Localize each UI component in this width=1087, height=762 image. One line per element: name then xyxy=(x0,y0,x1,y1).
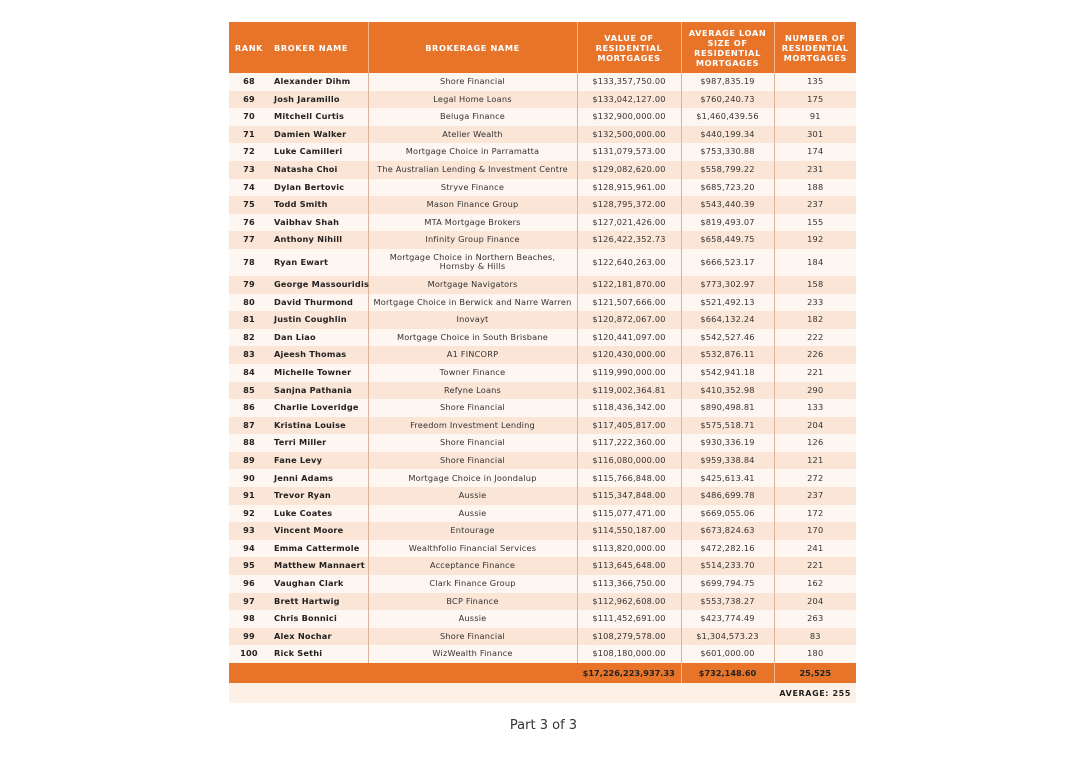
broker-name-cell: Vaibhav Shah xyxy=(269,214,368,232)
number-cell: 237 xyxy=(774,487,856,505)
brokerage-name-cell: Shore Financial xyxy=(368,73,577,91)
number-cell: 226 xyxy=(774,346,856,364)
broker-name-cell: Luke Camilleri xyxy=(269,143,368,161)
broker-name-cell: Kristina Louise xyxy=(269,417,368,435)
value-cell: $116,080,000.00 xyxy=(577,452,681,470)
brokerage-name-cell: Stryve Finance xyxy=(368,179,577,197)
value-cell: $115,766,848.00 xyxy=(577,469,681,487)
table-row xyxy=(229,399,856,417)
header-rank: RANK xyxy=(229,22,269,73)
number-cell: 133 xyxy=(774,399,856,417)
table-row xyxy=(229,610,856,628)
number-cell: 184 xyxy=(774,249,856,276)
brokerage-name-cell: Acceptance Finance xyxy=(368,557,577,575)
rank-cell: 84 xyxy=(229,364,269,382)
brokerage-name-cell: Shore Financial xyxy=(368,399,577,417)
header-broker-name: BROKER NAME xyxy=(269,22,368,73)
average-loan-cell: $666,523.17 xyxy=(681,249,774,276)
ranking-table-container xyxy=(229,22,856,703)
value-cell: $115,347,848.00 xyxy=(577,487,681,505)
table-row xyxy=(229,540,856,558)
average-loan-cell: $423,774.49 xyxy=(681,610,774,628)
value-cell: $131,079,573.00 xyxy=(577,143,681,161)
rank-cell: 85 xyxy=(229,382,269,400)
average-row xyxy=(229,683,856,703)
broker-name-cell: Ajeesh Thomas xyxy=(269,346,368,364)
broker-name-cell: Alexander Dihm xyxy=(269,73,368,91)
number-cell: 174 xyxy=(774,143,856,161)
rank-cell: 87 xyxy=(229,417,269,435)
average-loan-cell: $553,738.27 xyxy=(681,593,774,611)
table-row xyxy=(229,214,856,232)
broker-ranking-table xyxy=(229,22,856,703)
broker-name-cell: Damien Walker xyxy=(269,126,368,144)
value-cell: $132,500,000.00 xyxy=(577,126,681,144)
brokerage-name-cell: MTA Mortgage Brokers xyxy=(368,214,577,232)
value-cell: $120,430,000.00 xyxy=(577,346,681,364)
brokerage-name-cell: Mortgage Choice in Northern Beaches, Hornsby & Hills xyxy=(368,249,577,276)
rank-cell: 73 xyxy=(229,161,269,179)
rank-cell: 100 xyxy=(229,645,269,663)
average-spacer xyxy=(229,683,774,703)
average-loan-cell: $558,799.22 xyxy=(681,161,774,179)
rank-cell: 78 xyxy=(229,249,269,276)
number-cell: 241 xyxy=(774,540,856,558)
table-row xyxy=(229,452,856,470)
total-number: 25,525 xyxy=(774,663,856,683)
table-row xyxy=(229,645,856,663)
brokerage-name-cell: Shore Financial xyxy=(368,628,577,646)
average-label: AVERAGE: 255 xyxy=(774,683,856,703)
brokerage-name-cell: A1 FINCORP xyxy=(368,346,577,364)
table-row xyxy=(229,522,856,540)
value-cell: $128,795,372.00 xyxy=(577,196,681,214)
rank-cell: 98 xyxy=(229,610,269,628)
total-average: $732,148.60 xyxy=(681,663,774,683)
brokerage-name-cell: Atelier Wealth xyxy=(368,126,577,144)
rank-cell: 81 xyxy=(229,311,269,329)
broker-name-cell: Matthew Mannaert xyxy=(269,557,368,575)
header-brokerage-name: BROKERAGE NAME xyxy=(368,22,577,73)
number-cell: 233 xyxy=(774,294,856,312)
broker-name-cell: Todd Smith xyxy=(269,196,368,214)
broker-name-cell: Anthony Nihill xyxy=(269,231,368,249)
table-row xyxy=(229,628,856,646)
brokerage-name-cell: Aussie xyxy=(368,487,577,505)
value-cell: $111,452,691.00 xyxy=(577,610,681,628)
value-cell: $113,820,000.00 xyxy=(577,540,681,558)
rank-cell: 82 xyxy=(229,329,269,347)
brokerage-name-cell: Towner Finance xyxy=(368,364,577,382)
brokerage-name-cell: Aussie xyxy=(368,505,577,523)
number-cell: 170 xyxy=(774,522,856,540)
rank-cell: 96 xyxy=(229,575,269,593)
average-loan-cell: $542,941.18 xyxy=(681,364,774,382)
average-loan-cell: $669,055.06 xyxy=(681,505,774,523)
broker-name-cell: Justin Coughlin xyxy=(269,311,368,329)
average-loan-cell: $425,613.41 xyxy=(681,469,774,487)
average-loan-cell: $699,794.75 xyxy=(681,575,774,593)
brokerage-name-cell: Wealthfolio Financial Services xyxy=(368,540,577,558)
broker-name-cell: Charlie Loveridge xyxy=(269,399,368,417)
rank-cell: 83 xyxy=(229,346,269,364)
number-cell: 121 xyxy=(774,452,856,470)
totals-spacer xyxy=(229,663,577,683)
value-cell: $119,002,364.81 xyxy=(577,382,681,400)
rank-cell: 69 xyxy=(229,91,269,109)
rank-cell: 80 xyxy=(229,294,269,312)
value-cell: $115,077,471.00 xyxy=(577,505,681,523)
average-loan-cell: $1,460,439.56 xyxy=(681,108,774,126)
average-loan-cell: $486,699.78 xyxy=(681,487,774,505)
broker-name-cell: Luke Coates xyxy=(269,505,368,523)
brokerage-name-cell: Legal Home Loans xyxy=(368,91,577,109)
average-loan-cell: $601,000.00 xyxy=(681,645,774,663)
number-cell: 158 xyxy=(774,276,856,294)
brokerage-name-cell: Refyne Loans xyxy=(368,382,577,400)
value-cell: $132,900,000.00 xyxy=(577,108,681,126)
broker-name-cell: Vaughan Clark xyxy=(269,575,368,593)
table-row xyxy=(229,179,856,197)
rank-cell: 94 xyxy=(229,540,269,558)
broker-name-cell: Vincent Moore xyxy=(269,522,368,540)
value-cell: $126,422,352.73 xyxy=(577,231,681,249)
number-cell: 182 xyxy=(774,311,856,329)
number-cell: 91 xyxy=(774,108,856,126)
value-cell: $128,915,961.00 xyxy=(577,179,681,197)
broker-name-cell: Fane Levy xyxy=(269,452,368,470)
broker-name-cell: Josh Jaramillo xyxy=(269,91,368,109)
value-cell: $120,872,067.00 xyxy=(577,311,681,329)
average-loan-cell: $753,330.88 xyxy=(681,143,774,161)
rank-cell: 88 xyxy=(229,434,269,452)
number-cell: 175 xyxy=(774,91,856,109)
table-row xyxy=(229,126,856,144)
brokerage-name-cell: Infinity Group Finance xyxy=(368,231,577,249)
value-cell: $127,021,426.00 xyxy=(577,214,681,232)
table-row xyxy=(229,249,856,276)
broker-name-cell: Alex Nochar xyxy=(269,628,368,646)
rank-cell: 95 xyxy=(229,557,269,575)
average-loan-cell: $890,498.81 xyxy=(681,399,774,417)
average-loan-cell: $658,449.75 xyxy=(681,231,774,249)
value-cell: $120,441,097.00 xyxy=(577,329,681,347)
brokerage-name-cell: Clark Finance Group xyxy=(368,575,577,593)
rank-cell: 75 xyxy=(229,196,269,214)
number-cell: 188 xyxy=(774,179,856,197)
average-loan-cell: $959,338.84 xyxy=(681,452,774,470)
table-row xyxy=(229,329,856,347)
average-loan-cell: $575,518.71 xyxy=(681,417,774,435)
number-cell: 263 xyxy=(774,610,856,628)
header-number: NUMBER OF RESIDENTIAL MORTGAGES xyxy=(774,22,856,73)
average-loan-cell: $440,199.34 xyxy=(681,126,774,144)
average-loan-cell: $1,304,573.23 xyxy=(681,628,774,646)
table-row xyxy=(229,276,856,294)
brokerage-name-cell: Mortgage Choice in Berwick and Narre Warren xyxy=(368,294,577,312)
broker-name-cell: George Massouridis xyxy=(269,276,368,294)
brokerage-name-cell: Inovayt xyxy=(368,311,577,329)
totals-row xyxy=(229,663,856,683)
value-cell: $117,222,360.00 xyxy=(577,434,681,452)
table-row xyxy=(229,364,856,382)
value-cell: $112,962,608.00 xyxy=(577,593,681,611)
number-cell: 83 xyxy=(774,628,856,646)
broker-name-cell: Terri Miller xyxy=(269,434,368,452)
rank-cell: 72 xyxy=(229,143,269,161)
broker-name-cell: Dylan Bertovic xyxy=(269,179,368,197)
table-row xyxy=(229,487,856,505)
brokerage-name-cell: Freedom Investment Lending xyxy=(368,417,577,435)
table-row xyxy=(229,161,856,179)
broker-name-cell: Chris Bonnici xyxy=(269,610,368,628)
average-loan-cell: $987,835.19 xyxy=(681,73,774,91)
number-cell: 172 xyxy=(774,505,856,523)
total-value: $17,226,223,937.33 xyxy=(577,663,681,683)
number-cell: 162 xyxy=(774,575,856,593)
rank-cell: 99 xyxy=(229,628,269,646)
value-cell: $108,279,578.00 xyxy=(577,628,681,646)
average-loan-cell: $410,352.98 xyxy=(681,382,774,400)
average-loan-cell: $532,876.11 xyxy=(681,346,774,364)
number-cell: 192 xyxy=(774,231,856,249)
brokerage-name-cell: Shore Financial xyxy=(368,434,577,452)
average-loan-cell: $819,493.07 xyxy=(681,214,774,232)
value-cell: $133,042,127.00 xyxy=(577,91,681,109)
average-loan-cell: $673,824.63 xyxy=(681,522,774,540)
value-cell: $117,405,817.00 xyxy=(577,417,681,435)
table-row xyxy=(229,469,856,487)
average-loan-cell: $685,723.20 xyxy=(681,179,774,197)
average-loan-cell: $521,492.13 xyxy=(681,294,774,312)
broker-name-cell: Mitchell Curtis xyxy=(269,108,368,126)
brokerage-name-cell: Aussie xyxy=(368,610,577,628)
value-cell: $119,990,000.00 xyxy=(577,364,681,382)
broker-name-cell: Michelle Towner xyxy=(269,364,368,382)
number-cell: 272 xyxy=(774,469,856,487)
number-cell: 155 xyxy=(774,214,856,232)
broker-name-cell: Jenni Adams xyxy=(269,469,368,487)
table-row xyxy=(229,73,856,91)
number-cell: 135 xyxy=(774,73,856,91)
table-row xyxy=(229,417,856,435)
table-row xyxy=(229,575,856,593)
rank-cell: 91 xyxy=(229,487,269,505)
number-cell: 237 xyxy=(774,196,856,214)
value-cell: $122,640,263.00 xyxy=(577,249,681,276)
rank-cell: 76 xyxy=(229,214,269,232)
value-cell: $129,082,620.00 xyxy=(577,161,681,179)
value-cell: $118,436,342.00 xyxy=(577,399,681,417)
page-footer: Part 3 of 3 xyxy=(509,718,578,733)
brokerage-name-cell: Mortgage Choice in Parramatta xyxy=(368,143,577,161)
brokerage-name-cell: BCP Finance xyxy=(368,593,577,611)
rank-cell: 77 xyxy=(229,231,269,249)
brokerage-name-cell: Mortgage Choice in South Brisbane xyxy=(368,329,577,347)
average-loan-cell: $542,527.46 xyxy=(681,329,774,347)
number-cell: 180 xyxy=(774,645,856,663)
table-row xyxy=(229,294,856,312)
header-average-loan: AVERAGE LOAN SIZE OF RESIDENTIAL MORTGAGES xyxy=(681,22,774,73)
number-cell: 301 xyxy=(774,126,856,144)
number-cell: 231 xyxy=(774,161,856,179)
broker-name-cell: Dan Liao xyxy=(269,329,368,347)
rank-cell: 89 xyxy=(229,452,269,470)
rank-cell: 70 xyxy=(229,108,269,126)
number-cell: 221 xyxy=(774,557,856,575)
rank-cell: 74 xyxy=(229,179,269,197)
broker-name-cell: Trevor Ryan xyxy=(269,487,368,505)
table-row xyxy=(229,557,856,575)
average-loan-cell: $773,302.97 xyxy=(681,276,774,294)
table-row xyxy=(229,593,856,611)
value-cell: $122,181,870.00 xyxy=(577,276,681,294)
rank-cell: 79 xyxy=(229,276,269,294)
number-cell: 204 xyxy=(774,417,856,435)
rank-cell: 71 xyxy=(229,126,269,144)
number-cell: 204 xyxy=(774,593,856,611)
brokerage-name-cell: Beluga Finance xyxy=(368,108,577,126)
table-row xyxy=(229,434,856,452)
value-cell: $133,357,750.00 xyxy=(577,73,681,91)
value-cell: $121,507,666.00 xyxy=(577,294,681,312)
header-value: VALUE OF RESIDENTIAL MORTGAGES xyxy=(577,22,681,73)
broker-name-cell: Sanjna Pathania xyxy=(269,382,368,400)
broker-name-cell: Rick Sethi xyxy=(269,645,368,663)
average-loan-cell: $543,440.39 xyxy=(681,196,774,214)
average-loan-cell: $664,132.24 xyxy=(681,311,774,329)
rank-cell: 86 xyxy=(229,399,269,417)
average-loan-cell: $514,233.70 xyxy=(681,557,774,575)
number-cell: 221 xyxy=(774,364,856,382)
broker-name-cell: Natasha Choi xyxy=(269,161,368,179)
brokerage-name-cell: Shore Financial xyxy=(368,452,577,470)
table-row xyxy=(229,108,856,126)
table-row xyxy=(229,196,856,214)
table-body xyxy=(229,73,856,663)
brokerage-name-cell: Entourage xyxy=(368,522,577,540)
brokerage-name-cell: WizWealth Finance xyxy=(368,645,577,663)
value-cell: $108,180,000.00 xyxy=(577,645,681,663)
table-header-row xyxy=(229,22,856,73)
number-cell: 222 xyxy=(774,329,856,347)
brokerage-name-cell: Mason Finance Group xyxy=(368,196,577,214)
table-row xyxy=(229,382,856,400)
average-loan-cell: $472,282.16 xyxy=(681,540,774,558)
rank-cell: 90 xyxy=(229,469,269,487)
broker-name-cell: Emma Cattermole xyxy=(269,540,368,558)
value-cell: $113,366,750.00 xyxy=(577,575,681,593)
brokerage-name-cell: Mortgage Navigators xyxy=(368,276,577,294)
average-loan-cell: $760,240.73 xyxy=(681,91,774,109)
broker-name-cell: Brett Hartwig xyxy=(269,593,368,611)
average-loan-cell: $930,336.19 xyxy=(681,434,774,452)
rank-cell: 93 xyxy=(229,522,269,540)
broker-name-cell: David Thurmond xyxy=(269,294,368,312)
table-row xyxy=(229,143,856,161)
number-cell: 126 xyxy=(774,434,856,452)
table-row xyxy=(229,505,856,523)
table-row xyxy=(229,311,856,329)
brokerage-name-cell: Mortgage Choice in Joondalup xyxy=(368,469,577,487)
table-row xyxy=(229,231,856,249)
brokerage-name-cell: The Australian Lending & Investment Centre xyxy=(368,161,577,179)
value-cell: $114,550,187.00 xyxy=(577,522,681,540)
rank-cell: 92 xyxy=(229,505,269,523)
broker-name-cell: Ryan Ewart xyxy=(269,249,368,276)
table-row xyxy=(229,346,856,364)
number-cell: 290 xyxy=(774,382,856,400)
rank-cell: 68 xyxy=(229,73,269,91)
rank-cell: 97 xyxy=(229,593,269,611)
value-cell: $113,645,648.00 xyxy=(577,557,681,575)
table-row xyxy=(229,91,856,109)
